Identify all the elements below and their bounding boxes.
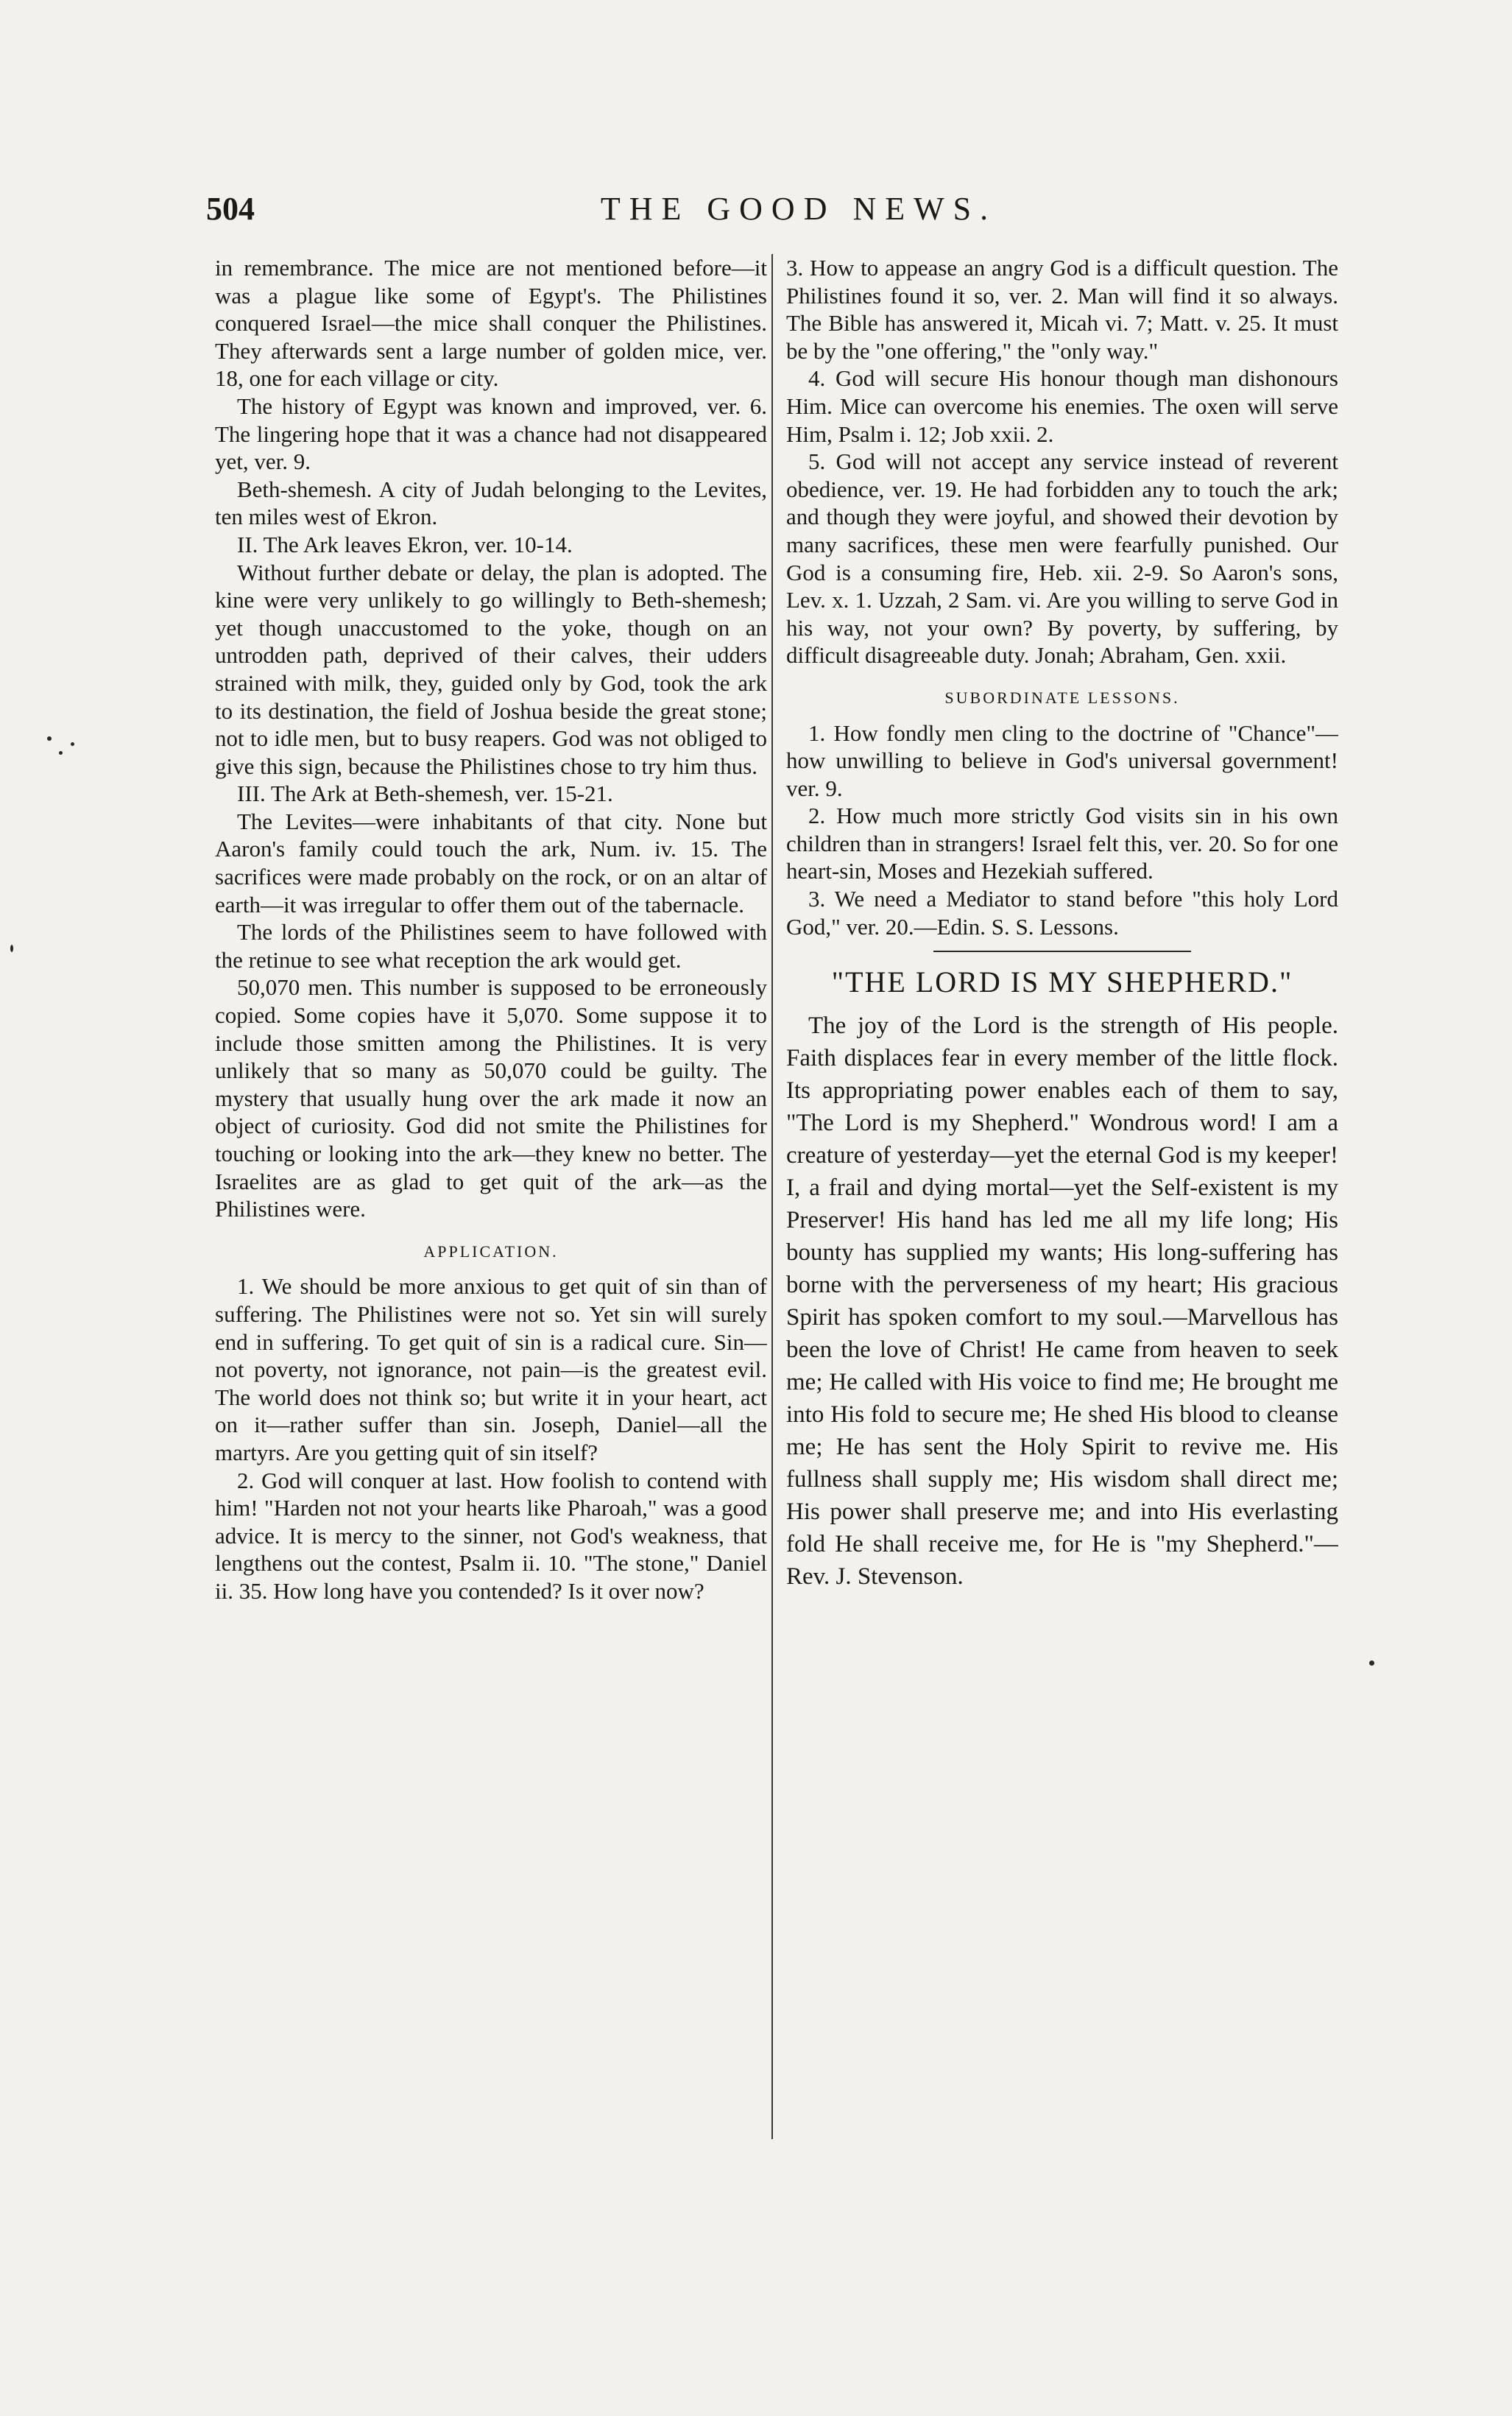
scan-speck [47, 736, 52, 741]
section-heading: II. The Ark leaves Ekron, ver. 10-14. [237, 531, 573, 557]
paragraph: 3. How to appease an angry God is a difficult question. The Philistines found it so, ver. 2. Man will find it so always. The Bible has answered it, Micah vi. 7; Matt. v. 25. It must be by the "one offering," the "only way." [786, 255, 1338, 364]
paragraph: 3. We need a Mediator to stand before "this holy Lord God," ver. 20.—Edin. S. S. Lessons. [786, 886, 1338, 940]
subhead-subordinate-lessons: SUBORDINATE LESSONS. [944, 688, 1180, 707]
page-number: 504 [206, 191, 255, 227]
paragraph: 2. God will conquer at last. How foolish to contend with him! "Harden not not your hearts like Pharoah," was a good advice. It is mercy to the sinner, not God's weakness, that lengthens out the contest, Psalm ii. 10. "The stone," Daniel ii. 35. How long have you contended? Is it over now? [215, 1467, 767, 1604]
paragraph: 2. How much more strictly God visits sin in his own children than in strangers! Israel felt this, ver. 20. So for one heart-sin, Moses and Hezekiah suffered. [786, 803, 1338, 884]
paragraph: The Levites—were inhabitants of that city. None but Aaron's family could touch the ark, Num. iv. 15. The sacrifices were made probably on the rock, or on an altar of earth—it was irregular to offer them out of the tabernacle. [215, 808, 767, 918]
subhead-application: APPLICATION. [423, 1242, 559, 1261]
paragraph: Beth-shemesh. A city of Judah belonging to the Levites, ten miles west of Ekron. [215, 476, 767, 530]
page-header [206, 190, 1325, 242]
left-column [215, 254, 767, 2139]
scan-speck [71, 742, 74, 746]
paragraph: Without further debate or delay, the plan is adopted. The kine were very unlikely to go willingly to Beth-shemesh; yet though unaccustomed to the yoke, though on an untrodden path, deprived of their calves, their udders strained with milk, they, guided only by God, took the ark to its destination, the field of Joshua beside the great stone; not to idle men, but to busy reapers. God was not obliged to give this sign, because the Philistines chose to try him thus. [215, 559, 767, 779]
paragraph: The lords of the Philistines seem to have followed with the retinue to see what reception the ark would get. [215, 919, 767, 973]
section-heading: III. The Ark at Beth-shemesh, ver. 15-21. [237, 781, 613, 807]
column-divider [771, 254, 773, 2139]
paragraph: The joy of the Lord is the strength of His people. Faith displaces fear in every member of the little flock. Its appropriating power enables each of them to say, "The Lord is my Shepherd." Wondrous word! I am a creature of yesterday—yet the eternal God is my keeper! I, a frail and dying mortal—yet the Self-existent is my Preserver! His hand has led me all my life long; His bounty has supplied my wants; His long-suffering has borne with the perverseness of my heart; His gracious Spirit has spoken comfort to my soul.—Marvellous has been the love of Christ! He came from heaven to seek me; He called with His voice to find me; He brought me into His fold to secure me; He shed His blood to cleanse me; He has sent the Holy Spirit to revive me. His fullness shall supply me; His wisdom shall direct me; His power shall preserve me; and into His everlasting fold He shall receive me, for He is "my Shepherd."—Rev. J. Stevenson. [786, 1012, 1338, 1590]
section-divider [786, 943, 1338, 958]
paragraph: The history of Egypt was known and improved, ver. 6. The lingering hope that it was a chance had not disappeared yet, ver. 9. [215, 392, 767, 475]
paragraph: in remembrance. The mice are not mentioned before—it was a plague like some of Egypt's. The Philistines conquered Israel—the mice shall conquer the Philistines. They afterwards sent a large number of golden mice, ver. 18, one for each village or city. [215, 255, 767, 392]
paragraph: 1. How fondly men cling to the doctrine of "Chance"—how unwilling to believe in God's universal government! ver. 9. [786, 719, 1338, 801]
scan-speck [59, 751, 63, 755]
article-title: "THE LORD IS MY SHEPHERD." [831, 965, 1293, 999]
scan-speck [1369, 1660, 1374, 1666]
paragraph: 5. God will not accept any service instead of reverent obedience, ver. 19. He had forbidden any to touch the ark; and though they were joyful, and showed their devotion by many sacrifices, these men were fearfully punished. Our God is a consuming fire, Heb. xii. 2-9. So Aaron's sons, Lev. x. 1. Uzzah, 2 Sam. vi. Are you willing to serve God in his way, not your own? By poverty, by suffering, by difficult disagreeable duty. Jonah; Abraham, Gen. xxii. [786, 448, 1338, 669]
paragraph: 4. God will secure His honour though man dishonours Him. Mice can overcome his enemies. The oxen will serve Him, Psalm i. 12; Job xxii. 2. [786, 365, 1338, 447]
scan-speck [10, 945, 13, 952]
right-column [786, 254, 1338, 2139]
paragraph: 50,070 men. This number is supposed to be erroneously copied. Some copies have it 5,070. Some suppose it to include those smitten among the Philistines. It is very unlikely that so many as 50,070 could be guilty. The mystery that usually hung over the ark made it now an object of curiosity. God did not smite the Philistines for touching or looking into the ark—they knew no better. The Israelites are as glad to get quit of the ark—as the Philistines were. [215, 974, 767, 1222]
running-title: THE GOOD NEWS. [600, 191, 997, 227]
paragraph: 1. We should be more anxious to get quit of sin than of suffering. The Philistines were not so. Yet sin will surely end in suffering. To get quit of sin is a radical cure. Sin—not poverty, not ignorance, not pain—is the greatest evil. The world does not think so; but write it in your heart, act on it—rather suffer than sin. Joseph, Daniel—all the martyrs. Are you getting quit of sin itself? [215, 1273, 767, 1465]
